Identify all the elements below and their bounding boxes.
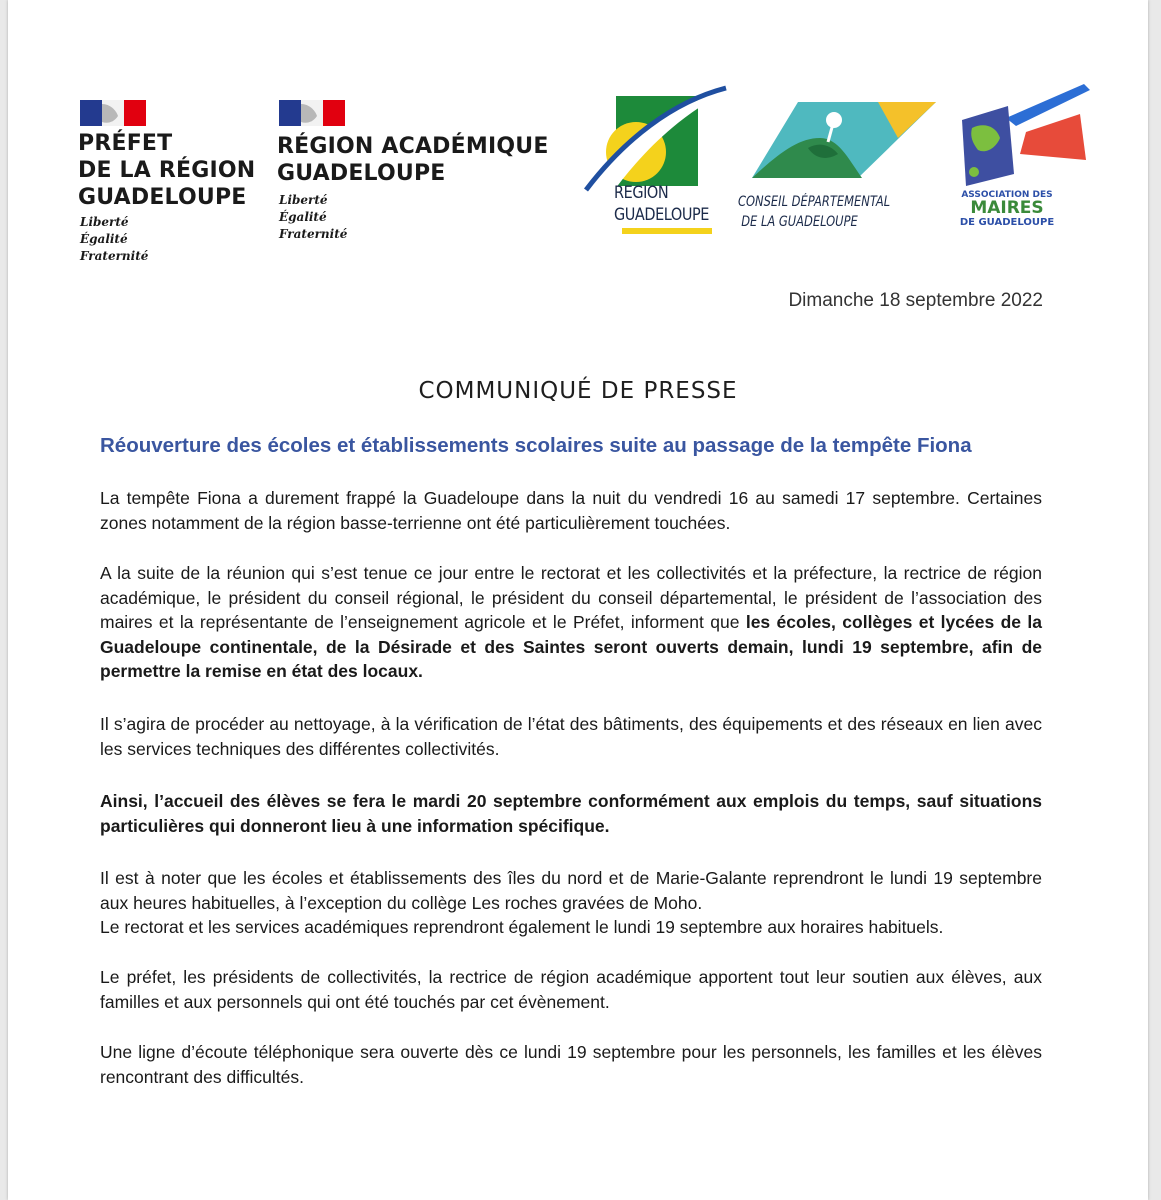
- paragraph-2-bold: les écoles, collèges et lycées de la Guadeloupe continentale, de la Désirade et des Saintes seront ouverts demain, lundi 19 septembre, afin de permettre la remise en état des locaux.: [100, 612, 1043, 682]
- paragraph-4: Ainsi, l’accueil des élèves se fera le mardi 20 septembre conformément aux emplois du temps, sauf situations particulières qui donneront lieu à une information spécifique.: [100, 791, 1042, 836]
- paragraph-5: [100, 866, 1042, 940]
- marianne-flag-icon: [279, 100, 345, 126]
- association-maires-logo-icon: [956, 82, 1092, 192]
- paragraph-5-text: Il est à noter que les écoles et établissements des îles du nord et de Marie-Galante reprendront le lundi 19 septembre aux heures habituelles, à l’exception du collège Les roches gravées de Moho.: [100, 868, 1042, 913]
- prefet-logo-text: PRÉFET DE LA RÉGION GUADELOUPE: [78, 131, 256, 210]
- conseil-departemental-logo-icon: [738, 98, 938, 190]
- association-maires-logo-text: ASSOCIATION DES MAIRES DE GUADELOUPE: [959, 190, 1055, 228]
- paragraph-2: [100, 561, 1042, 684]
- paragraph-6: Le préfet, les présidents de collectivités, la rectrice de région académique apportent tout leur soutien aux élèves, aux familles et aux personnels qui ont été touchés par cet évènement.: [100, 967, 1042, 1012]
- paragraph-3: Il s’agira de procéder au nettoyage, à la vérification de l’état des bâtiments, des équipements et des réseaux en lien avec les services techniques des différentes collectivités.: [100, 714, 1042, 759]
- paragraph-5b-text: Le rectorat et les services académiques reprendront également le lundi 19 septembre aux horaires habituels.: [100, 917, 944, 938]
- document-date: Dimanche 18 septembre 2022: [788, 290, 1043, 311]
- press-release-title: COMMUNIQUÉ DE PRESSE: [418, 378, 738, 404]
- paragraph-1: La tempête Fiona a durement frappé la Guadeloupe dans la nuit du vendredi 16 au samedi 17 septembre. Certaines zones notamment de la région basse-terrienne ont été particulièrement touchées.: [100, 488, 1042, 533]
- conseil-departemental-logo-text: CONSEIL DÉPARTEMENTAL DE LA GUADELOUPE: [738, 194, 891, 230]
- press-release-subtitle: Réouverture des écoles et établissements scolaires suite au passage de la tempête Fiona: [100, 434, 972, 457]
- document-page: [8, 0, 1148, 1200]
- region-guadeloupe-logo-text: REGION GUADELOUPE: [614, 183, 710, 225]
- paragraph-2-text: A la suite de la réunion qui s’est tenue ce jour entre le rectorat et les collectivités et la préfecture, la rectrice de région académique, le président du conseil régional, le président du conseil départemental, le président de l’association des maires et la représentante de l’enseignement agricole et le Préfet, informent que: [100, 563, 1042, 633]
- prefet-motto: Liberté Égalité Fraternité: [80, 215, 149, 263]
- marianne-flag-icon: [80, 100, 146, 126]
- paragraph-7: Une ligne d’écoute téléphonique sera ouverte dès ce lundi 19 septembre pour les personnels, les familles et les élèves rencontrant des difficultés.: [100, 1042, 1042, 1087]
- region-academique-logo-text: RÉGION ACADÉMIQUE GUADELOUPE: [277, 134, 549, 186]
- region-academique-motto: Liberté Égalité Fraternité: [279, 193, 348, 241]
